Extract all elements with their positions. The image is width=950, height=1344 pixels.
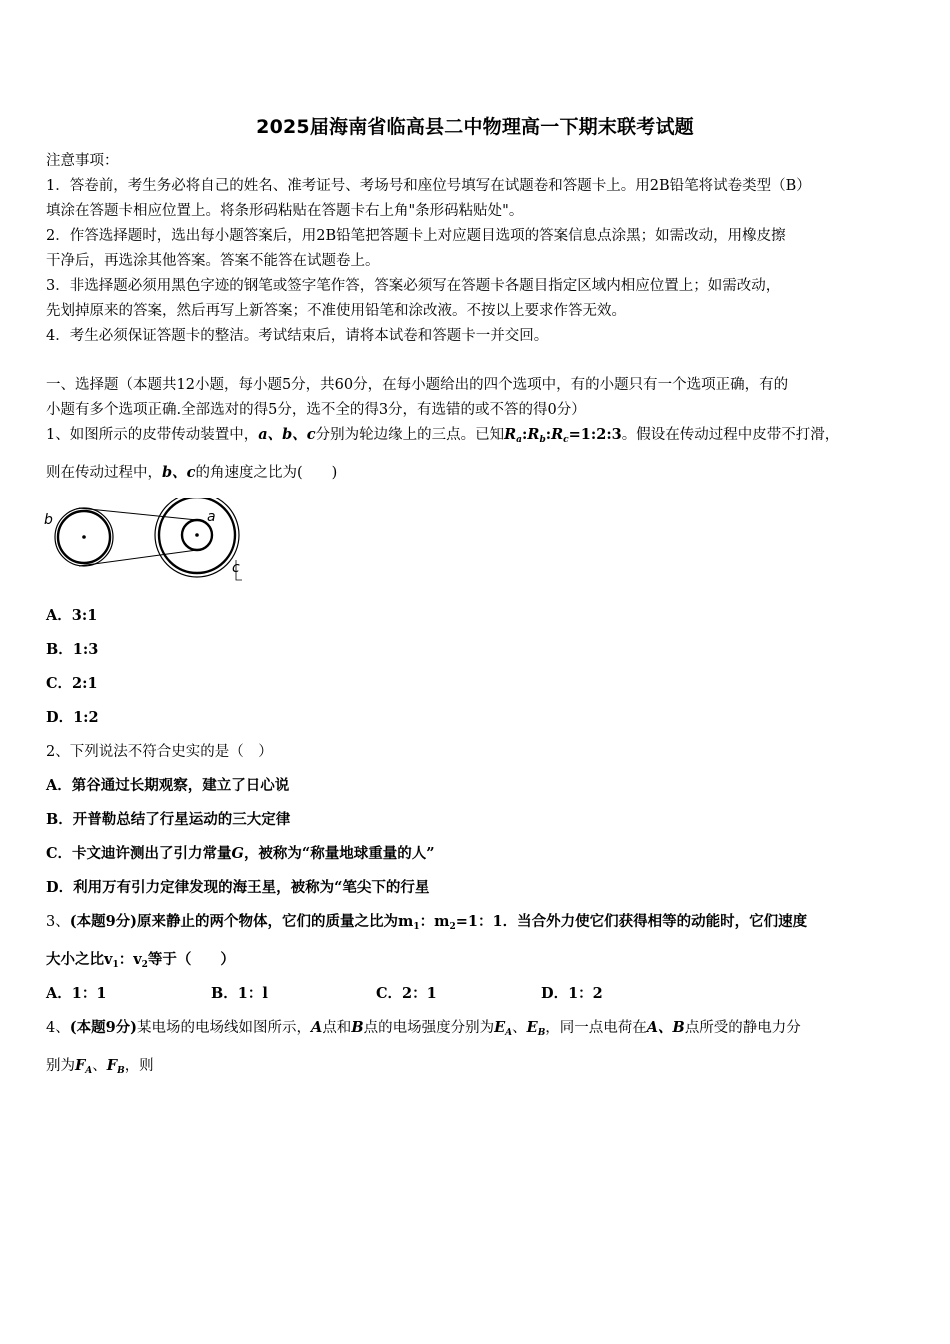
label-c: c (232, 560, 240, 576)
label-b: b (44, 512, 53, 528)
notice-heading: 注意事项： (46, 153, 119, 169)
notice-line: 3．非选择题必须用黑色字迹的钢笔或签字笔作答，答案必须写在答题卡各题目指定区域内相应位置上；如需改动， (46, 278, 781, 294)
question-4-stem-2: 别为$F_A$、$F_B$，则 (46, 1057, 154, 1076)
question-3-stem-2: 大小之比$v_1$：$v_2$等于（ ） (46, 951, 235, 970)
notice-line: 先划掉原来的答案，然后再写上新答案；不准使用铅笔和涂改液。不按以上要求作答无效。 (46, 303, 626, 319)
belt-bottom (79, 550, 197, 566)
q1-option-a: A．3:1 (46, 607, 98, 624)
q1-option-b: B．1:3 (46, 641, 99, 658)
q2-option-c: C．卡文迪许测出了引力常量G，被称为“称量地球重量的人” (46, 845, 435, 862)
section-header: 小题有多个选项正确.全部选对的得5分，选不全的得3分，有选错的或不答的得0分） (46, 402, 586, 418)
q1-option-d: D．1:2 (46, 709, 99, 726)
section-header: 一、选择题（本题共12小题，每小题5分，共60分，在每小题给出的四个选项中，有的小题只有一个选项正确，有的 (46, 377, 789, 393)
question-1-stem: 1、如图所示的皮带传动装置中，a、b、c分别为轮边缘上的三点。已知$R_a:R_b:R_c=1:2:3$。假设在传动过程中皮带不打滑， (46, 426, 840, 445)
q3-option-b: B．1：l (211, 985, 268, 1002)
question-2-stem: 2、下列说法不符合史实的是（ ） (46, 744, 273, 760)
question-3-stem: 3、(本题9分)原来静止的两个物体，它们的质量之比为$m_1$：$m_2=1$：1．当合外力使它们获得相等的动能时，它们速度 (46, 913, 808, 932)
notice-line: 4．考生必须保证答题卡的整洁。考试结束后，请将本试卷和答题卡一并交回。 (46, 328, 549, 344)
q3-option-a: A．1：1 (46, 985, 107, 1002)
label-a: a (207, 509, 216, 525)
q1-option-c: C．2:1 (46, 675, 98, 692)
small-wheel-center (82, 535, 86, 539)
q3-option-d: D．1：2 (541, 985, 603, 1002)
page-title: 2025届海南省临高县二中物理高一下期末联考试题 (256, 116, 694, 138)
q2-option-d: D．利用万有引力定律发现的海王星，被称为“笔尖下的行星 (46, 879, 430, 896)
notice-line: 干净后，再选涂其他答案。答案不能答在试题卷上。 (46, 253, 380, 269)
notice-line: 2．作答选择题时，选出每小题答案后，用2B铅笔把答题卡上对应题目选项的答案信息点涂黑；如需改动，用橡皮擦 (46, 228, 786, 244)
q3-option-c: C．2：1 (376, 985, 437, 1002)
notice-line: 1．答卷前，考生务必将自己的姓名、准考证号、考场号和座位号填写在试题卷和答题卡上。用2B铅笔将试卷类型（B） (46, 178, 811, 194)
q2-option-a: A．第谷通过长期观察，建立了日心说 (46, 777, 290, 794)
belt-drive-diagram (42, 498, 252, 584)
large-wheel-center (195, 533, 199, 537)
belt-drive-figure (42, 498, 252, 584)
question-1-stem-2: 则在传动过程中，b、c的角速度之比为( ) (46, 464, 338, 481)
q2-option-b: B．开普勒总结了行星运动的三大定律 (46, 811, 291, 828)
question-4-stem: 4、(本题9分)某电场的电场线如图所示，A点和B点的电场强度分别为$E_A$、$E_B$，同一点电荷在A、B点所受的静电力分 (46, 1019, 801, 1038)
notice-line: 填涂在答题卡相应位置上。将条形码粘贴在答题卡右上角"条形码粘贴处"。 (46, 203, 524, 219)
